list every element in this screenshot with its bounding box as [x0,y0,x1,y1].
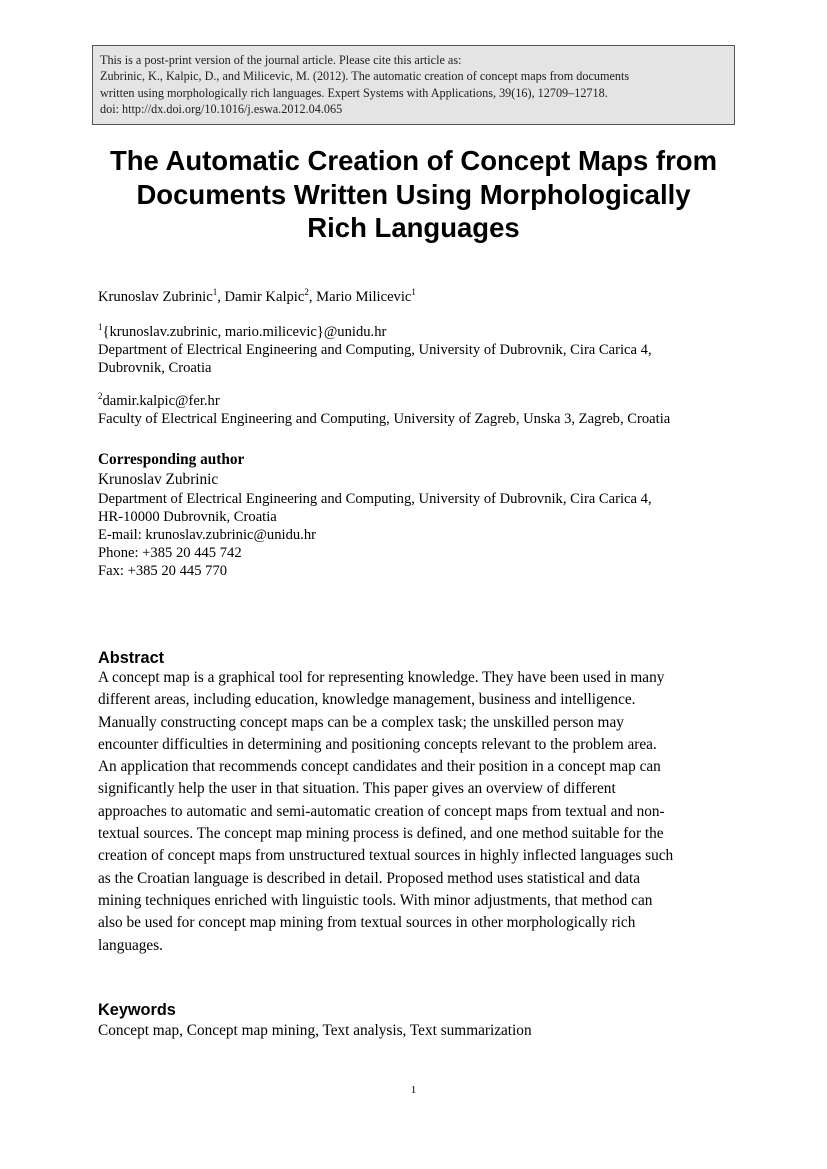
title-line: Rich Languages [307,212,520,243]
abstract-line: significantly help the user in that situation. This paper gives an overview of different [98,780,616,798]
notice-line: doi: http://dx.doi.org/10.1016/j.eswa.2012.04.065 [100,101,343,116]
notice-line: Zubrinic, K., Kalpic, D., and Milicevic, M. (2012). The automatic creation of concept maps from documents [100,69,630,84]
corresponding-line: Fax: +385 20 445 770 [98,563,228,579]
affiliation-mark: 2 [98,391,103,401]
paper-title [60,144,767,245]
abstract-body [98,667,673,957]
abstract-line: as the Croatian language is described in detail. Proposed method uses statistical and data [98,869,641,887]
author-affiliation-mark: 1 [212,287,218,297]
author-affiliation-mark: 1 [411,287,416,297]
abstract-line: An application that recommends concept candidates and their position in a concept map can [98,758,661,776]
title-line: The Automatic Creation of Concept Maps from [109,145,718,176]
affiliation-address: Dubrovnik, Croatia [98,360,212,376]
affiliation-address: Faculty of Electrical Engineering and Computing, University of Zagreb, Unska 3, Zagreb, Croatia [98,411,671,427]
abstract-line: languages. [98,936,163,954]
keywords-text: Concept map, Concept map mining, Text analysis, Text summarization [98,1022,532,1039]
page-number: 1 [410,1084,417,1096]
keywords-heading: Keywords [98,1001,176,1019]
abstract-line: A concept map is a graphical tool for representing knowledge. They have been used in many [98,669,665,686]
corresponding-line: HR-10000 Dubrovnik, Croatia [98,509,277,525]
abstract-line: mining techniques enriched with linguistic tools. With minor adjustments, that method can [98,891,653,909]
abstract-line: textual sources. The concept map mining process is defined, and one method suitable for the [98,825,664,843]
affiliation-address: Department of Electrical Engineering and Computing, University of Dubrovnik, Cira Carica 4, [98,342,652,358]
affiliation-email: {krunoslav.zubrinic, mario.milicevic}@unidu.hr [102,324,387,340]
abstract-heading: Abstract [98,649,165,667]
corresponding-author [98,451,652,580]
abstract-line: encounter difficulties in determining and positioning concepts relevant to the problem area. [98,735,657,753]
author-separator: , [217,289,225,305]
author-list [98,288,416,306]
notice-line: This is a post-print version of the journal article. Please cite this article as: [100,53,462,67]
citation-notice [92,45,735,125]
corresponding-heading: Corresponding author [98,451,245,468]
corresponding-line: E-mail: krunoslav.zubrinic@unidu.hr [98,527,316,543]
author-separator: , [308,289,317,305]
affiliation-1 [98,323,652,377]
abstract-line: also be used for concept map mining from textual sources in other morphologically rich [98,914,636,932]
affiliation-mark: 1 [98,322,103,332]
title-line: Documents Written Using Morphologically [136,178,691,210]
corresponding-name: Krunoslav Zubrinic [98,471,219,488]
affiliation-email: damir.kalpic@fer.hr [102,393,220,409]
notice-line: written using morphologically rich languages. Expert Systems with Applications, 39(16), 12709–12718. [100,85,608,100]
abstract-line: Manually constructing concept maps can be a complex task; the unskilled person may [98,713,624,731]
author-name: Mario Milicevic [316,289,412,305]
abstract-line: different areas, including education, knowledge management, business and intelligence. [98,691,636,709]
abstract-line: creation of concept maps from unstructured textual sources in highly inflected languages such [98,847,674,865]
affiliation-2 [98,392,670,428]
abstract-line: approaches to automatic and semi-automatic creation of concept maps from textual and non- [98,802,665,820]
corresponding-line: Phone: +385 20 445 742 [98,545,242,561]
author-name: Krunoslav Zubrinic [98,289,213,305]
author-name: Damir Kalpic [224,289,305,305]
corresponding-line: Department of Electrical Engineering and Computing, University of Dubrovnik, Cira Carica 4, [98,491,652,507]
author-affiliation-mark: 2 [304,287,309,297]
